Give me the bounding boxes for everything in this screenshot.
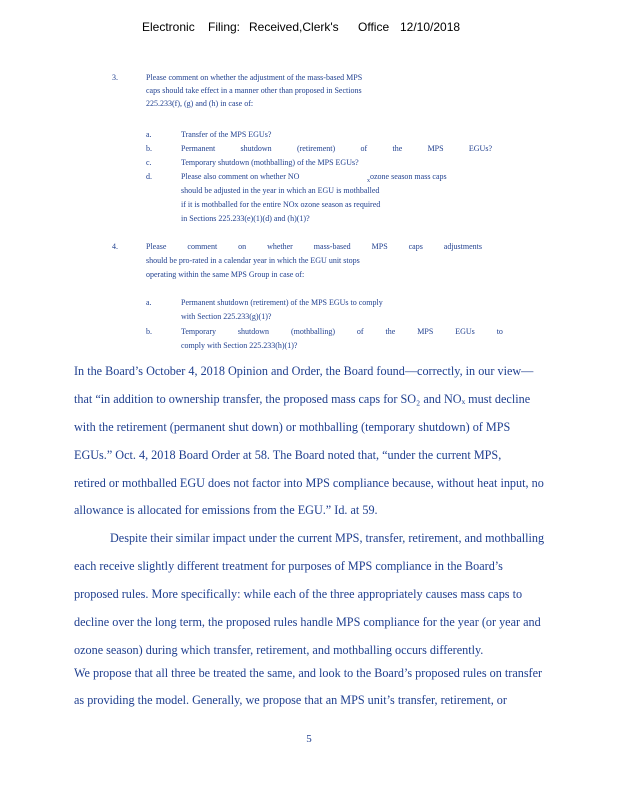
word: adjustments	[443, 242, 482, 251]
word: on	[238, 242, 247, 251]
word: MPS	[427, 144, 444, 153]
question-line: caps should take effect in a manner other than proposed in Sections	[146, 86, 362, 95]
item-text: Permanent shutdown (retirement) of the MPS EGUs to comply	[181, 298, 383, 307]
item-text: Please also comment on whether NO	[181, 172, 300, 181]
word: caps	[408, 242, 423, 251]
word: the	[385, 327, 396, 336]
item-text: with Section 225.233(g)(1)?	[181, 312, 272, 321]
word: mass-based	[313, 242, 351, 251]
word: of	[356, 327, 364, 336]
header-date: 12/10/2018	[400, 20, 461, 34]
question-number: 4.	[112, 242, 118, 251]
word: MPS	[371, 242, 388, 251]
body-line: decline over the long term, the proposed rules handle MPS compliance for the year (or year and	[74, 615, 541, 629]
word: Temporary	[181, 327, 216, 336]
question-number: 3.	[112, 73, 118, 82]
item-letter: a.	[146, 130, 152, 139]
body-line: each receive slightly different treatment for purposes of MPS compliance in the Board’s	[74, 559, 503, 573]
question-line: Please comment on whether the adjustment of the mass-based MPS	[146, 73, 363, 82]
body-line: allowance is allocated for emissions from the EGU.” Id. at 59.	[74, 503, 378, 517]
body-line: that “in addition to ownership transfer, the proposed mass caps for SO₂ and NOₓ must decline	[74, 392, 531, 406]
word: whether	[267, 242, 293, 251]
item-letter: d.	[146, 172, 152, 181]
body-line: In the Board’s October 4, 2018 Opinion and Order, the Board found—correctly, in our view—	[74, 364, 534, 378]
item-justified-line	[181, 327, 503, 337]
body-line: proposed rules. More specifically: while each of the three appropriately causes mass caps to	[74, 587, 523, 601]
question-justified-line	[146, 242, 482, 252]
item-letter: b.	[146, 327, 152, 336]
word: EGUs?	[468, 144, 492, 153]
body-line: retired or mothballed EGU does not factor into MPS compliance because, without heat input, no	[74, 476, 544, 490]
item-text: Transfer of the MPS EGUs?	[181, 130, 272, 139]
header-office: Office	[358, 20, 390, 34]
word: to	[496, 327, 503, 336]
item-continuation: if it is mothballed for the entire NOx ozone season as required	[181, 200, 381, 209]
item-text: ozone season mass caps	[370, 172, 447, 181]
item-continuation: should be adjusted in the year in which an EGU is mothballed	[181, 186, 380, 195]
header-electronic: Electronic	[142, 20, 195, 34]
body-line: EGUs.” Oct. 4, 2018 Board Order at 58. The Board noted that, “under the current MPS,	[74, 448, 502, 462]
word: Please	[146, 242, 167, 251]
word: Permanent	[181, 144, 216, 153]
question-line: should be pro-rated in a calendar year in which the EGU unit stops	[146, 256, 360, 265]
word: of	[360, 144, 368, 153]
item-letter: b.	[146, 144, 152, 153]
nox-subscript: x	[367, 178, 370, 184]
item-justified-line	[181, 144, 492, 154]
body-line: We propose that all three be treated the same, and look to the Board’s proposed rules on transfer	[74, 666, 543, 680]
body-line: Despite their similar impact under the current MPS, transfer, retirement, and mothballing	[110, 531, 545, 545]
header-filing: Filing:	[208, 20, 241, 34]
word: the	[392, 144, 403, 153]
body-line: ozone season) during which transfer, retirement, and mothballing occurs differently.	[74, 643, 484, 657]
item-continuation: in Sections 225.233(e)(1)(d) and (h)(1)?	[181, 214, 310, 223]
word: (mothballing)	[290, 327, 335, 336]
question-line: 225.233(f), (g) and (h) in case of:	[146, 99, 254, 108]
word: EGUs	[455, 327, 475, 336]
item-text: Temporary shutdown (mothballing) of the MPS EGUs?	[181, 158, 359, 167]
word: shutdown	[237, 327, 270, 336]
page-number: 5	[306, 733, 312, 745]
body-line: as providing the model. Generally, we propose that an MPS unit’s transfer, retirement, or	[74, 693, 507, 707]
item-text: comply with Section 225.233(h)(1)?	[181, 341, 298, 350]
word: comment	[187, 242, 218, 251]
item-letter: c.	[146, 158, 152, 167]
question-line: operating within the same MPS Group in case of:	[146, 270, 305, 279]
word: shutdown	[240, 144, 272, 153]
body-line: with the retirement (permanent shut down) or mothballing (temporary shutdown) of MPS	[74, 420, 511, 434]
word: (retirement)	[296, 144, 336, 153]
word: MPS	[417, 327, 434, 336]
header-received: Received,Clerk's	[249, 20, 339, 34]
item-letter: a.	[146, 298, 152, 307]
